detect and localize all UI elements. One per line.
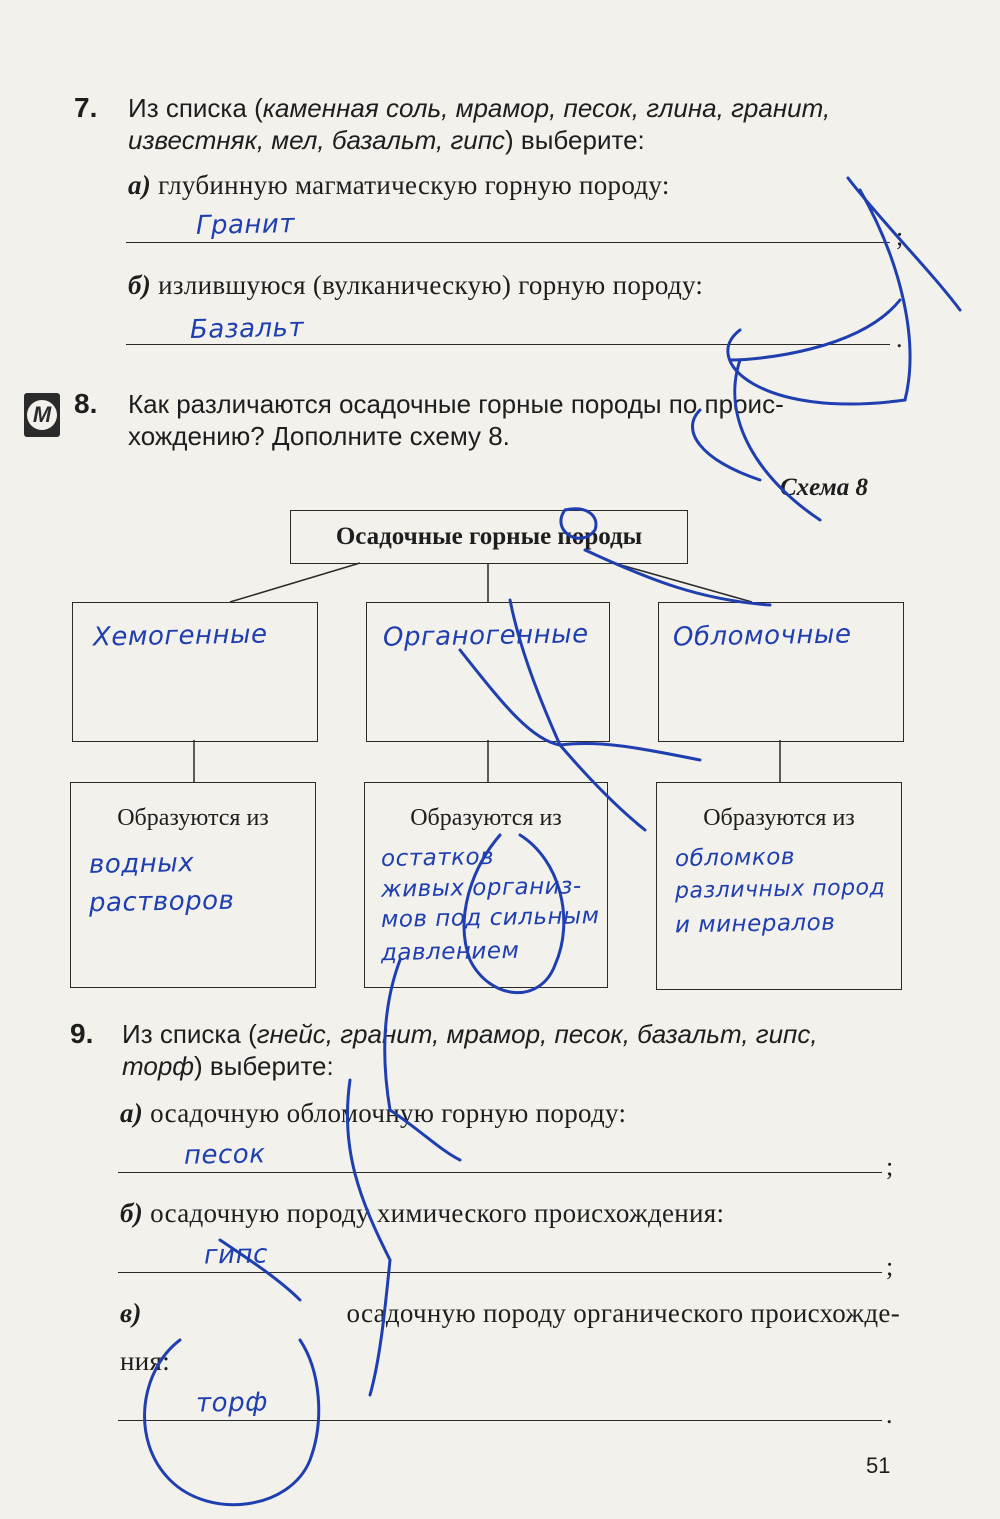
q7-b-text: излившуюся (вулканическую) горную породу: <box>158 270 704 300</box>
question-8-number: 8. <box>74 388 98 419</box>
scheme-type-box-2[interactable] <box>366 602 610 742</box>
scheme-origin-2-line-3: мов под сильным <box>380 903 600 933</box>
q9-a-punct: ; <box>886 1152 894 1181</box>
scheme-origin-box-1[interactable] <box>70 782 316 988</box>
q7-a-punct: ; <box>896 222 904 251</box>
q9-c-marker: в) <box>120 1298 142 1328</box>
scheme-origin-2-line-4: давлением <box>380 937 520 967</box>
scheme-origin-1-caption: Образуются из <box>117 805 269 831</box>
q7-b-marker: б) <box>128 270 152 300</box>
scheme-origin-3-line-3: и минералов <box>674 909 836 939</box>
q7-b-punct: . <box>896 324 903 353</box>
q9-c-handwritten-answer: торф <box>195 1387 269 1419</box>
scheme-type-3-answer: Обломочные <box>672 619 852 653</box>
q9-a-text: осадочную обломочную горную породу: <box>150 1098 627 1128</box>
q7-prompt-end: ) выберите: <box>505 125 645 155</box>
scheme-origin-3-caption: Образуются из <box>703 805 855 831</box>
question-7-number: 7. <box>74 92 98 123</box>
q8-prompt-line-2: хождению? Дополните схему 8. <box>128 421 510 451</box>
scheme-origin-2-caption: Образуются из <box>410 805 562 831</box>
scheme-root-title: Осадочные горные породы <box>335 523 643 550</box>
scheme-root-box <box>290 510 688 564</box>
q9-c-prompt <box>120 1298 900 1329</box>
m-badge-letter: М <box>27 400 57 430</box>
q9-b-punct: ; <box>886 1252 894 1281</box>
q7-prompt-list-1: каменная соль, мрамор, песок, глина, гранит, <box>262 93 831 123</box>
q9-a-prompt <box>120 1098 626 1129</box>
q9-a-marker: а) <box>120 1098 144 1128</box>
q9-a-answer-line[interactable] <box>118 1172 882 1173</box>
q7-a-text: глубинную магматическую горную породу: <box>158 170 670 200</box>
scheme-origin-3-line-2: различных пород <box>674 875 886 904</box>
scheme-origin-2-line-2: живых организ- <box>380 873 582 903</box>
page-number: 51 <box>866 1453 891 1478</box>
scheme-label: Схема 8 <box>780 474 869 501</box>
q7-prompt-start: Из списка ( <box>128 93 263 123</box>
q9-prompt-list-2: торф <box>122 1051 195 1081</box>
scheme-type-box-3[interactable] <box>658 602 904 742</box>
q9-c-punct: . <box>886 1400 893 1429</box>
q9-a-handwritten-answer: песок <box>183 1139 266 1171</box>
q9-prompt-start: Из списка ( <box>122 1019 257 1049</box>
q9-b-handwritten-answer: гипс <box>203 1239 269 1271</box>
scheme-type-box-1[interactable] <box>72 602 318 742</box>
q9-b-prompt <box>120 1198 724 1229</box>
q8-prompt-line-1: Как различаются осадочные горные породы по проис- <box>128 389 784 419</box>
q7-b-handwritten-answer: Базальт <box>189 313 305 345</box>
scheme-origin-box-2[interactable] <box>364 782 608 988</box>
q7-a-handwritten-answer: Гранит <box>195 209 296 241</box>
q7-prompt-list-2: известняк, мел, базальт, гипс <box>128 125 506 155</box>
q9-c-text: осадочную породу органического происхожде- <box>346 1298 900 1328</box>
question-9-number: 9. <box>70 1018 94 1049</box>
scheme-origin-3-line-1: обломков <box>674 843 796 873</box>
q9-b-text: осадочную породу химического происхождения: <box>150 1198 725 1228</box>
scheme-type-1-answer: Хемогенные <box>92 619 268 653</box>
q7-a-marker: а) <box>128 170 152 200</box>
scheme-origin-box-3[interactable] <box>656 782 902 990</box>
q9-prompt-end: ) выберите: <box>194 1051 334 1081</box>
q9-c-text-2: ния: <box>120 1346 171 1376</box>
scheme-origin-1-line-1: водных <box>88 848 195 880</box>
scheme-origin-1-line-2: растворов <box>88 885 235 919</box>
q9-b-answer-line[interactable] <box>118 1272 882 1273</box>
question-9-prompt <box>122 1018 922 1082</box>
q9-b-marker: б) <box>120 1198 144 1228</box>
scheme-type-2-answer: Органогенные <box>382 619 589 653</box>
q9-prompt-list-1: гнейс, гранит, мрамор, песок, базальт, гипс, <box>256 1019 818 1049</box>
scheme-origin-2-line-1: остатков <box>380 844 495 872</box>
q9-c-answer-line[interactable] <box>118 1420 882 1421</box>
